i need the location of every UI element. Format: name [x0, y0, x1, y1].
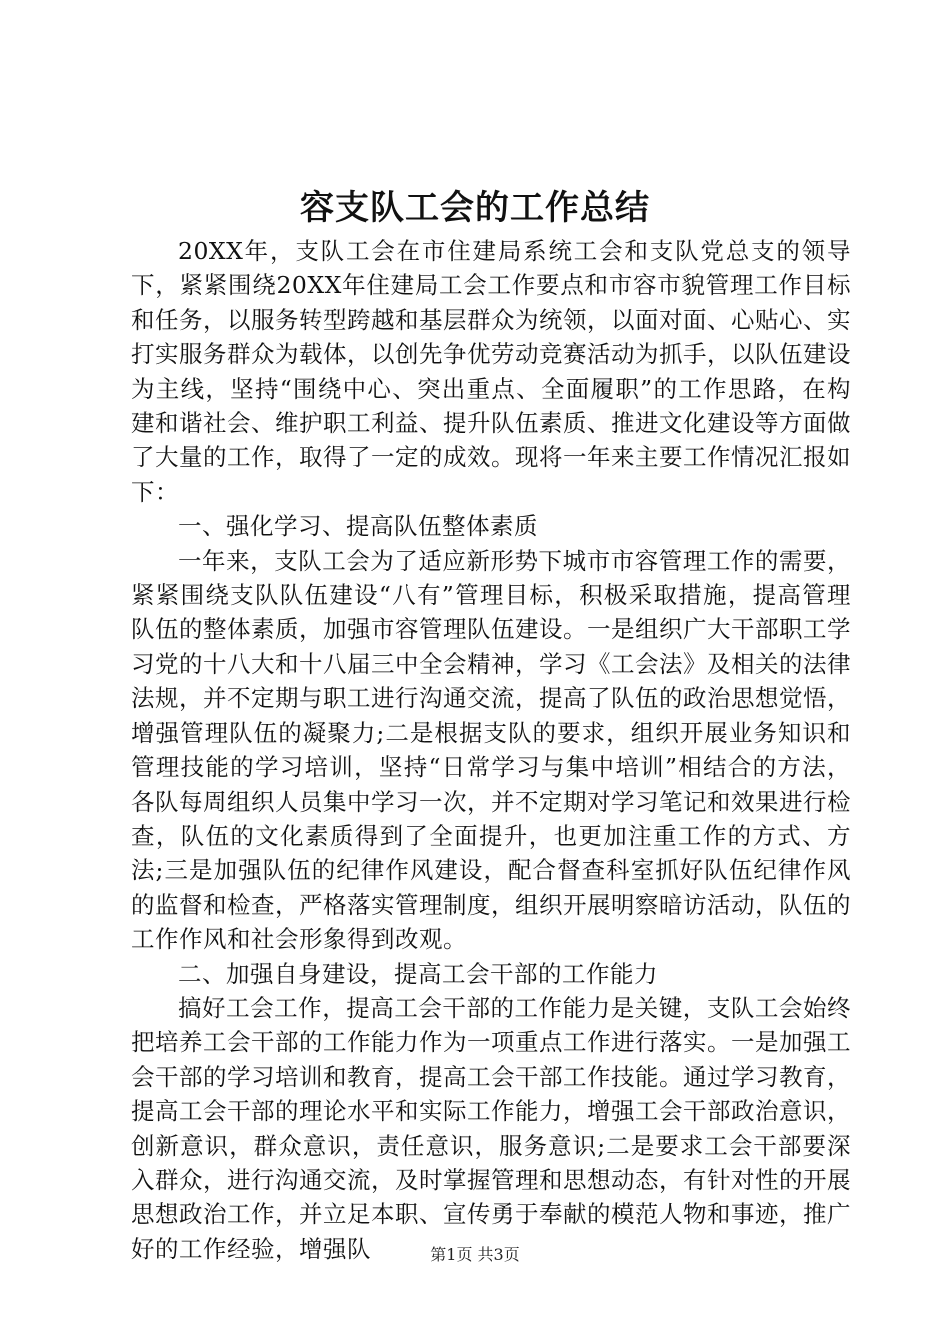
section-2-paragraph: 搞好工会工作，提高工会干部的工作能力是关键，支队工会始终把培养工会干部的工作能力作为一项重点工作进行落实。一是加强工会干部的学习培训和教育，提高工会干部工作技能。通过学习教育，提高工会干部的理论水平和实际工作能力，增强工会干部政治意识，创新意识，群众意识，责任意识，服务意识;二是要求工会干部要深入群众，进行沟通交流，及时掌握管理和思想动态，有针对性的开展思想政治工作，并立足本职、宣传勇于奉献的模范人物和事迹，推广好的工作经验，增强队 — [131, 993, 851, 1263]
section-heading-1: 一、强化学习、提高队伍整体素质 — [178, 512, 538, 541]
page-number-footer: 第1页 共3页 — [430, 1245, 520, 1264]
section-heading-2: 二、加强自身建设，提高工会干部的工作能力 — [178, 959, 658, 988]
intro-paragraph: 20XX年，支队工会在市住建局系统工会和支队党总支的领导下，紧紧围绕20XX年住建局工会工作要点和市容市貌管理工作目标和任务，以服务转型跨越和基层群众为统领，以面对面、心贴心、实打实服务群众为载体，以创先争优劳动竞赛活动为抓手，以队伍建设为主线，坚持“围绕中心、突出重点、全面履职”的工作思路，在构建和谐社会、维护职工利益、提升队伍素质、推进文化建设等方面做了大量的工作，取得了一定的成效。现将一年来主要工作情况汇报如下： — [131, 237, 851, 506]
section-1-paragraph: 一年来，支队工会为了适应新形势下城市市容管理工作的需要，紧紧围绕支队队伍建设“八有”管理目标，积极采取措施，提高管理队伍的整体素质，加强市容管理队伍建设。一是组织广大干部职工学习党的十八大和十八届三中全会精神，学习《工会法》及相关的法律法规，并不定期与职工进行沟通交流，提高了队伍的政治思想觉悟，增强管理队伍的凝聚力;二是根据支队的要求，组织开展业务知识和管理技能的学习培训，坚持“日常学习与集中培训”相结合的方法，各队每周组织人员集中学习一次，并不定期对学习笔记和效果进行检查，队伍的文化素质得到了全面提升，也更加注重工作的方式、方法;三是加强队伍的纪律作风建设，配合督查科室抓好队伍纪律作风的监督和检查，严格落实管理制度，组织开展明察暗访活动，队伍的工作作风和社会形象得到改观。 — [131, 546, 851, 954]
document-title: 容支队工会的工作总结 — [300, 188, 650, 228]
document-body — [131, 234, 851, 1266]
